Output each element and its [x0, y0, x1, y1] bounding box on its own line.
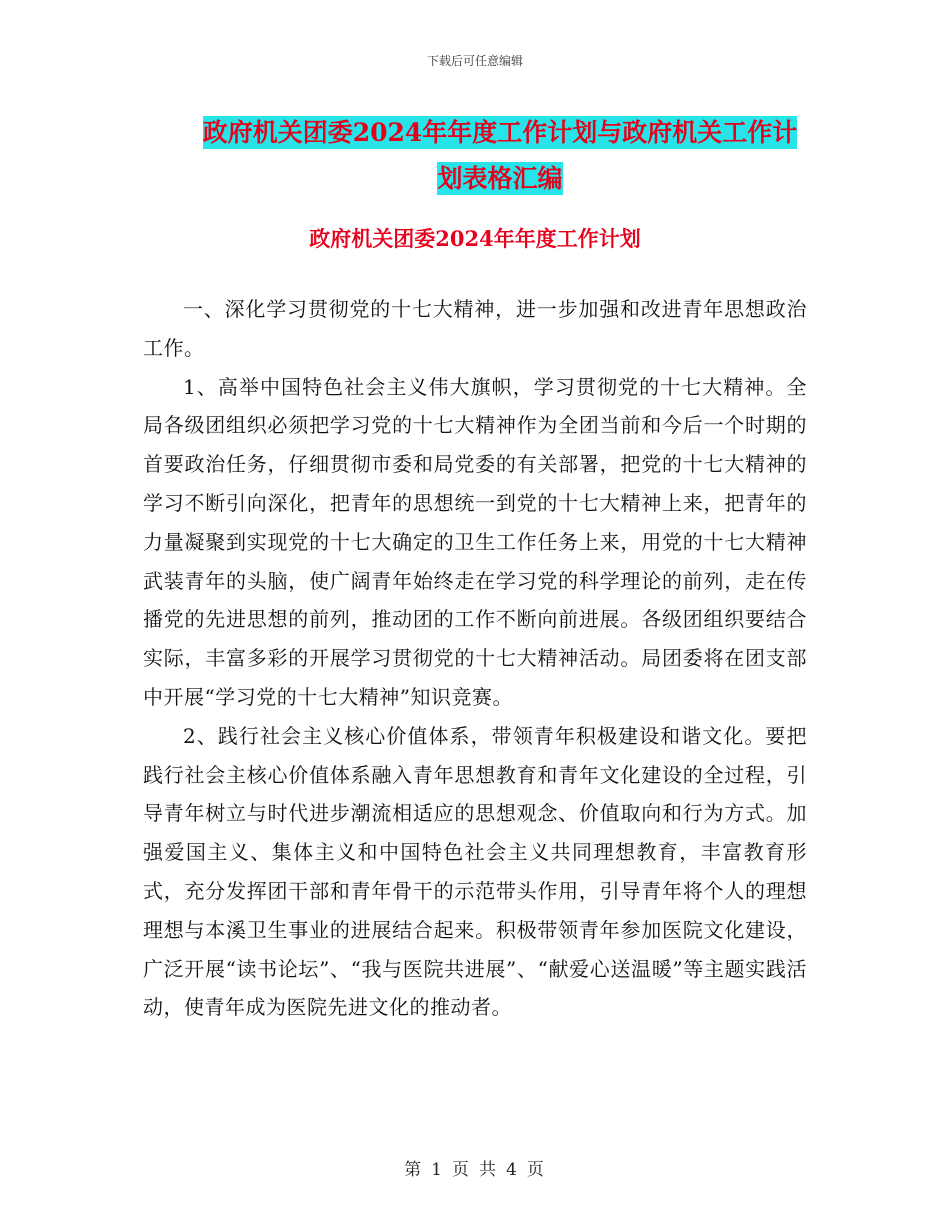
document-body — [143, 290, 807, 1027]
document-title-line-2: 划表格汇编 — [437, 164, 563, 193]
page-footer — [0, 1155, 950, 1180]
paragraph: 一、深化学习贯彻党的十七大精神，进一步加强和改进青年思想政治工作。 — [143, 297, 807, 360]
paragraph: 2、践行社会主义核心价值体系，带领青年积极建设和谐文化。要把践行社会主核心价值体系融入青年思想教育和青年文化建设的全过程，引导青年树立与时代进步潮流相适应的思想观念、价值取向和行为方式。加强爱国主义、集体主义和中国特色社会主义共同理想教育，丰富教育形式，充分发挥团干部和青年骨干的示范带头作用，引导青年将个人的理想理想与本溪卫生事业的进展结合起来。积极带领青年参加医院文化建设，广泛开展“读书论坛”、“我与医院共进展”、“献爱心送温暖”等主题实践活动，使青年成为医院先进文化的推动者。 — [143, 723, 807, 1020]
footer-total-pages: 4 — [506, 1160, 519, 1180]
paragraph: 1、高举中国特色社会主义伟大旗帜，学习贯彻党的十七大精神。全局各级团组织必须把学习党的十七大精神作为全团当前和今后一个时期的首要政治任务，仔细贯彻市委和局党委的有关部署，把党的十七大精神的学习不断引向深化，把青年的思想统一到党的十七大精神上来，把青年的力量凝聚到实现党的十七大确定的卫生工作任务上来，用党的十七大精神武装青年的头脑，使广阔青年始终走在学习党的科学理论的前列，走在传播党的先进思想的前列，推动团的工作不断向前进展。各级团组织要结合实际，丰富多彩的开展学习贯彻党的十七大精神活动。局团委将在团支部中开展“学习党的十七大精神”知识竞赛。 — [143, 374, 807, 709]
document-title-line-1: 政府机关团委2024年年度工作计划与政府机关工作计 — [202, 118, 798, 147]
footer-prefix: 第 — [404, 1160, 424, 1180]
header-note: 下载后可任意编辑 — [426, 54, 523, 68]
section-title: 政府机关团委2024年年度工作计划 — [309, 226, 641, 251]
document-title — [180, 110, 820, 202]
footer-suffix: 页 — [526, 1160, 546, 1180]
footer-page-number: 1 — [431, 1160, 444, 1180]
footer-page-word: 页 — [452, 1160, 471, 1180]
footer-total-word: 共 — [479, 1160, 498, 1180]
